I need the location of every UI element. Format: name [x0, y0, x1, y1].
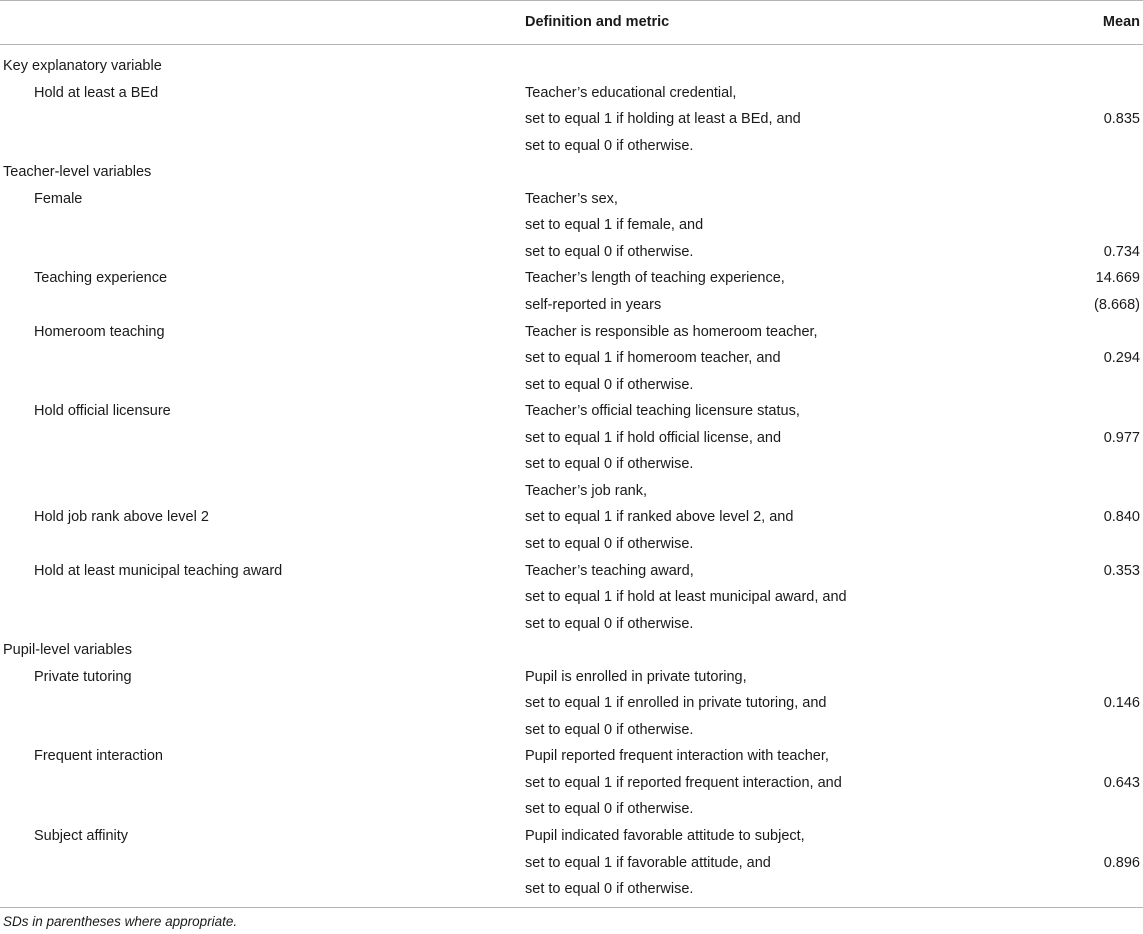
definition-text: Teacher’s job rank, [525, 482, 647, 499]
mean-value: 0.835 [1103, 111, 1140, 128]
definition-text: set to equal 0 if otherwise. [525, 456, 694, 473]
definition-text: set to equal 1 if female, and [525, 217, 704, 234]
table-bottom-rule [0, 907, 1143, 908]
variable-name: Hold official licensure [34, 403, 171, 420]
definition-text: Teacher’s length of teaching experience, [525, 270, 785, 287]
header-definition: Definition and metric [525, 14, 670, 30]
definition-text: Teacher’s sex, [525, 190, 618, 207]
definition-text: set to equal 0 if otherwise. [525, 535, 694, 552]
definition-text: Pupil reported frequent interaction with teacher, [525, 748, 829, 765]
definition-text: set to equal 0 if otherwise. [525, 137, 694, 154]
definition-text: set to equal 1 if homeroom teacher, and [525, 350, 781, 367]
mean-value: 0.146 [1103, 695, 1140, 712]
table-footnote: SDs in parentheses where appropriate. [3, 914, 238, 929]
section-heading: Pupil-level variables [3, 642, 132, 659]
definition-text: Teacher’s educational credential, [525, 84, 737, 101]
definition-text: set to equal 0 if otherwise. [525, 376, 694, 393]
definition-text: set to equal 1 if hold at least municipal award, and [525, 589, 847, 605]
mean-value: 0.977 [1103, 429, 1140, 446]
definition-text: set to equal 1 if holding at least a BEd, and [525, 111, 801, 128]
section-heading: Teacher-level variables [3, 164, 152, 181]
mean-value: 0.353 [1103, 562, 1140, 579]
mean-value: 14.669 [1095, 270, 1140, 287]
mean-value: 0.643 [1103, 774, 1140, 791]
definition-text: self-reported in years [525, 297, 662, 313]
header-rule [0, 44, 1143, 45]
definition-text: set to equal 0 if otherwise. [525, 243, 694, 260]
mean-value: 0.294 [1103, 350, 1140, 367]
variable-name: Subject affinity [34, 828, 129, 844]
definition-text: Pupil is enrolled in private tutoring, [525, 668, 747, 685]
definition-text: Pupil indicated favorable attitude to subject, [525, 828, 805, 844]
variable-name: Teaching experience [34, 270, 168, 287]
mean-value: 0.734 [1103, 243, 1140, 260]
mean-value: (8.668) [1094, 297, 1140, 313]
definition-text: set to equal 0 if otherwise. [525, 801, 694, 818]
definition-text: set to equal 1 if hold official license, and [525, 429, 782, 446]
variable-name: Frequent interaction [34, 748, 163, 765]
definition-text: set to equal 1 if enrolled in private tutoring, and [525, 695, 827, 712]
mean-value: 0.840 [1103, 509, 1140, 526]
variable-name: Female [34, 190, 83, 207]
definition-text: set to equal 0 if otherwise. [525, 615, 694, 632]
variable-name: Hold at least municipal teaching award [34, 562, 283, 579]
variable-name: Hold at least a BEd [34, 84, 159, 101]
definition-text: Teacher’s official teaching licensure status, [525, 403, 800, 420]
variable-name: Homeroom teaching [34, 323, 165, 340]
definition-text: Teacher’s teaching award, [525, 562, 694, 579]
table-top-rule [0, 0, 1143, 1]
definition-text: set to equal 1 if ranked above level 2, and [525, 509, 794, 526]
definition-text: set to equal 0 if otherwise. [525, 881, 694, 898]
definition-text: set to equal 0 if otherwise. [525, 721, 694, 738]
definition-text: set to equal 1 if reported frequent interaction, and [525, 774, 842, 791]
definition-text: Teacher is responsible as homeroom teacher, [525, 323, 818, 340]
definition-text: set to equal 1 if favorable attitude, and [525, 854, 771, 871]
variable-name: Hold job rank above level 2 [34, 509, 209, 526]
section-heading: Key explanatory variable [3, 58, 162, 74]
variable-name: Private tutoring [34, 668, 132, 685]
header-mean: Mean [1102, 14, 1140, 30]
mean-value: 0.896 [1103, 854, 1140, 871]
